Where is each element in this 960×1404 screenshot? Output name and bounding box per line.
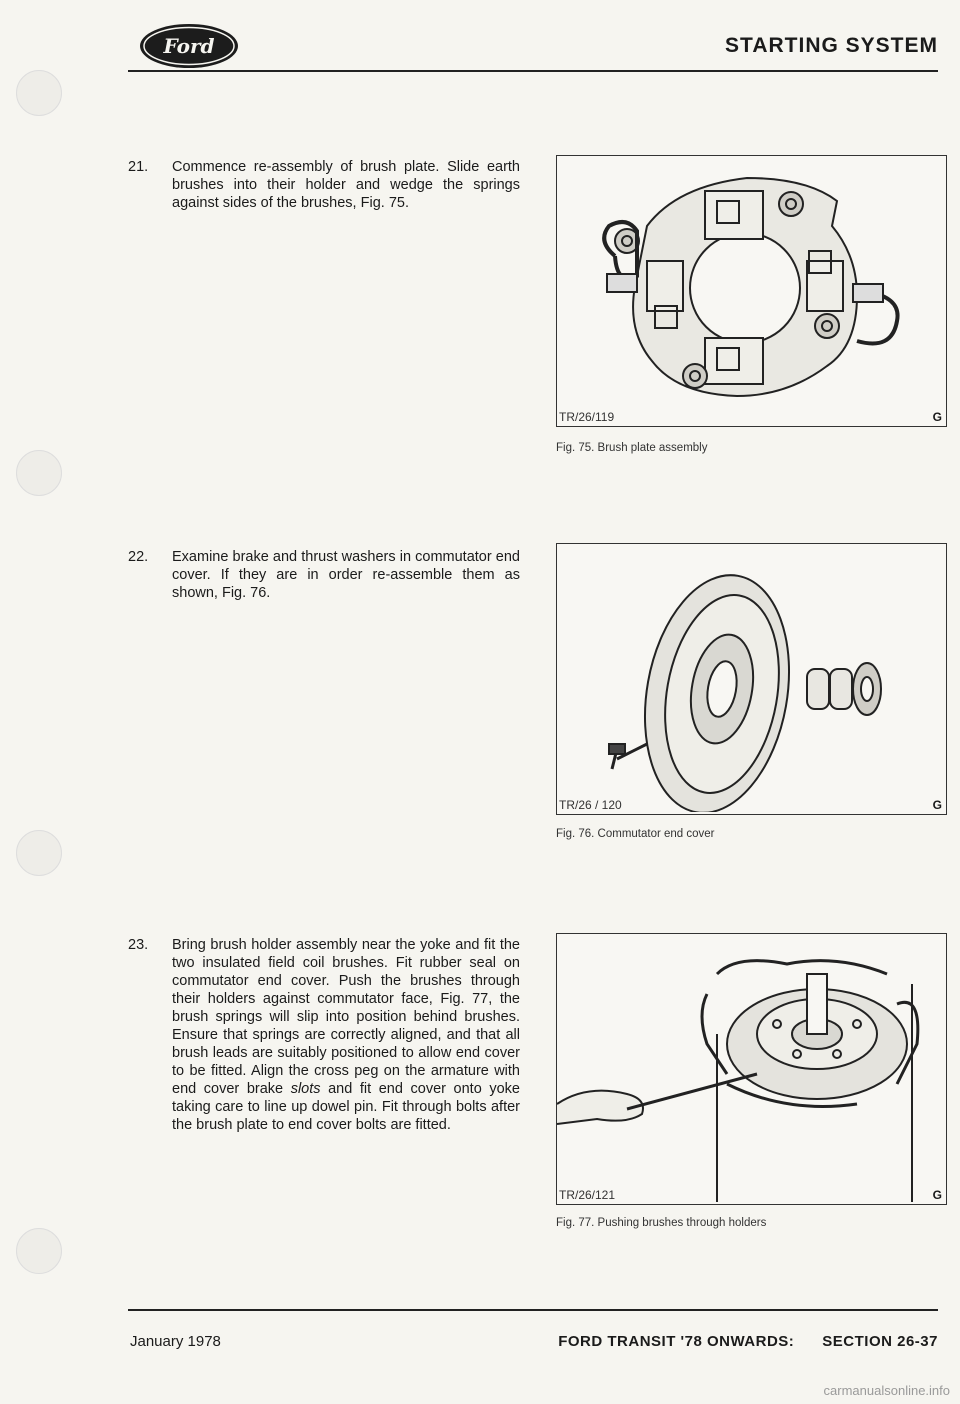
commutator-end-cover-illustration — [557, 544, 946, 812]
binder-hole — [16, 1228, 62, 1274]
step-text: Commence re-assembly of brush plate. Slide earth brushes into their holder and wedge the springs against sides of the brushes, Fig. 75. — [172, 159, 520, 211]
figure-mark: G — [932, 410, 942, 424]
footer-reference — [558, 1333, 938, 1350]
binder-hole — [16, 830, 62, 876]
header-rule — [128, 70, 938, 72]
step-text-italic: slots — [290, 1081, 321, 1097]
step-text-part: and fit end cover onto yoke taking care to line up dowel pin. Fit through bolts after the brush plate to end cover bolts are fitted. — [172, 1081, 520, 1133]
figure-caption: Fig. 77. Pushing brushes through holders — [556, 1217, 767, 1229]
section-title: STARTING SYSTEM — [725, 34, 938, 57]
figure-75 — [556, 155, 947, 427]
figure-caption: Fig. 76. Commutator end cover — [556, 828, 715, 840]
figure-76 — [556, 543, 947, 815]
binder-hole — [16, 450, 62, 496]
step-number: 21. — [128, 159, 149, 175]
binder-hole — [16, 70, 62, 116]
section-number: SECTION 26-37 — [822, 1333, 938, 1350]
step-number: 23. — [128, 937, 149, 953]
figure-77 — [556, 933, 947, 1205]
footer-date: January 1978 — [130, 1333, 221, 1350]
step-text: Examine brake and thrust washers in commutator end cover. If they are in order re-assemble them as shown, Fig. 76. — [172, 549, 520, 601]
ford-logo — [138, 22, 240, 70]
step-22 — [128, 548, 520, 602]
pushing-brushes-illustration — [557, 934, 946, 1202]
step-text — [172, 936, 520, 1134]
watermark: carmanualsonline.info — [823, 1383, 950, 1398]
publication-title: FORD TRANSIT '78 ONWARDS: — [558, 1333, 795, 1350]
figure-mark: G — [932, 798, 942, 812]
figure-code: TR/26 / 120 — [559, 798, 622, 812]
logo-text: Ford — [163, 34, 215, 58]
footer-rule — [128, 1309, 938, 1311]
figure-mark: G — [932, 1188, 942, 1202]
step-text-part: Bring brush holder assembly near the yoke and fit the two insulated field coil brushes. Fit rubber seal on commutator end cover. Push the brushes through their holders against commutator face, Fig. 77, the brush springs will slip into position behind brushes. Ensure that springs are correctly aligned, and that all brush leads are suitably positioned to allow end cover to be fitted. Align the cross peg on the armature with end cover brake — [172, 937, 520, 1097]
figure-code: TR/26/121 — [559, 1188, 616, 1202]
step-21 — [128, 158, 520, 212]
figure-code: TR/26/119 — [559, 410, 615, 424]
step-number: 22. — [128, 549, 149, 565]
step-23 — [128, 936, 520, 1134]
figure-caption: Fig. 75. Brush plate assembly — [556, 442, 708, 454]
brush-plate-illustration — [557, 156, 946, 424]
